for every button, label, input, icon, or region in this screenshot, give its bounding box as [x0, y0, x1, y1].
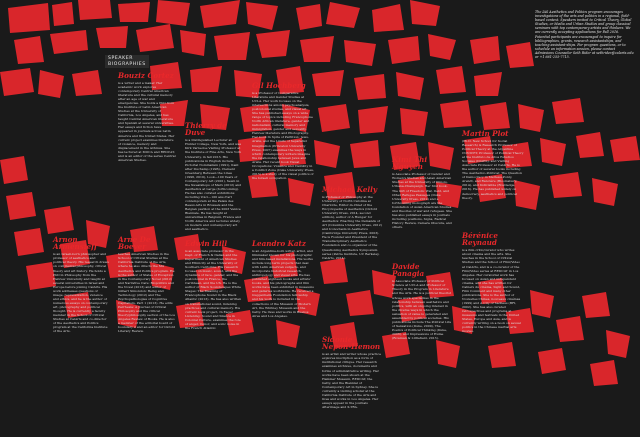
bio-text: is a Distinguished Lecturer at Hunter College, New York, and was Kirk Varnedoe Visiting Professor at the Institute of Fine Arts, New York University, in fall 2013. His publications in English include Pictorial Nominalism (1991), Kant after Duchamp (1996), Clement Greenberg Between the Lines (1996, 2010), Look—100 Years of Contemporary Art (2001), Sewn in the Sweatshops of Marx (2012) and Aesthetics at Large (forthcoming). He has also curated exhibitions including Voici—100 ans d'art contemporain at the Palais des Beaux-Arts in Brussels and the Belgian pavilion at the 2003 Venice Biennale. He has taught at universities in Belgium, France and North America and lectures widely on modern and contemporary art and aesthetics.	[185, 138, 242, 232]
bio-name: Arne De Boever	[118, 235, 151, 252]
speaker-biographies-tag	[105, 55, 149, 68]
bio-block	[462, 130, 524, 200]
bio-text: teaches American Studies in the School of Critical Studies at the California Institute of the Arts, where he also directs the MA Aesthetics and Politics program. He is the author of States of Exception in the Contemporary Novel (2012) and Narrative Care: Biopolitics and the Novel (2013) and editor of Gilbert Simondon: Being and Technology (2012) and The Psychopathologies of Cognitive Capitalism, Part 1 (2013). He edits Parrhesia: A Journal of Critical Philosophy and the critical theory/philosophy section of the Los Angeles Review of Books. He is also a member of the editorial board of boundary 2 and an editor for Oxford Literary Review.	[118, 252, 176, 334]
tag-line-2: BIOGRAPHIES	[108, 61, 146, 67]
bio-block	[118, 236, 176, 333]
bio-name: Davide Panagia	[392, 262, 425, 279]
bio-text: is a writer and a maker. Her academic work explores contemporary Central American literature and the cultural memory after an age of war and emergencies. She holds a PhD from the Institute of Latin American Studies at the University of California, Los Angeles, and has taught Central American literature and Spanish at several universities. Her essays and fiction have appeared in journals across Latin America and the United States. Her current project examines literature of violence, memory and displacement in the isthmus. She has lectured at MOCA and REDCAT, and is an editor of the series Central American Studies.	[118, 80, 176, 162]
bio-text: is Professor of Philosophy at the University of North Carolina at Charlotte, Editor-in-Chief of the Encyclopedia of Aesthetics (Oxford University Press, 2014, second edition), author of A Hunger for Aesthetics: Enacting the Demands of Art (Columbia University Press, 2012) and Iconoclasm in Aesthetics (Cambridge University Press, 2003). He is Founder and President of the Transdisciplinary Aesthetics Foundation and co-organizer of the Questioning Aesthetics Symposium series (Petrie Institute, UC Berkeley, CalArts, 2014).	[322, 194, 382, 260]
bio-name: Martin Plot	[462, 129, 509, 138]
bio-text: is Associate Professor of Gender and Women's Studies and Asian American Studies at the University of Illinois, Urbana-Champaign. Her first book, The Gift of Freedom: War, Debt, and Other Refugee Passages (Duke University Press, 2012) and a forthcoming monograph are the foundation of Asian American Studies and theories of war and refugees. She has also published essays in journals including positions, Signs, Radical History Review, Camera Obscura, and others.	[392, 172, 452, 229]
bio-name: Michael Kelly	[322, 185, 378, 194]
bio-block	[53, 236, 109, 333]
bio-block	[462, 232, 524, 333]
bio-name: Edwin Hill	[185, 239, 228, 248]
bio-block	[185, 240, 243, 330]
bio-text: is a film critic/curator who writes about cinema and the arts. She teaches in the School of Critical Studies and the School of Film/Video at CalArts, and is a co-curator of the Film/Video series at REDCAT in Los Angeles. Her curatorial work has focused on Asian and independent cinema, and she has written for Cahiers du cinéma, Sight and Sound, Film Comment and many other publications. She is the author of Nouvelles Chines, nouveaux cinémas (1999) and A City of Sadness (BFI, 2002). She has also curated retrospectives and programs at museums and festivals in the United States, Europe and Asia, and is currently writing on a book on sexual politics in the Chinese martial arts movies.	[462, 248, 521, 334]
bio-name: Bouziz Cortez	[118, 71, 174, 80]
tag-line-1: SPEAKER	[108, 56, 134, 61]
bio-text: is Associate Professor of Political Science at UCLA and Professor of Theory in the Program in Literature and the Arts. He is a political theorist whose work specializes in the relationship between aesthetics and politics, with an ongoing interest in the diverse ways in which the sensation of value is generated and assembled by political societies. His publications include The Political Life of Sensation (Duke, 2009), The Poetics of Political Thinking (Duke, 2006), and Impressions of Hume (Rowman & Littlefield, 2013).	[392, 279, 452, 340]
bio-name: Thierry de Duve	[185, 121, 227, 138]
bio-block	[322, 186, 382, 260]
bio-text: is a Professor of Comparative Literature and Gender Studies at UCLA. Her work focuses on the intersections among psychoanalysis, postcolonial studies, and visual art. She has published essays on a wide range of topics including Francophone North African literature, gender and nationalism, cultural memory and immigration, gender and sexuality, Hebrew literature and Photography. Her book In Spite of Partition: Jews, Arabs, and the Limits of Separatist Imagination (Princeton University Press, 2007) examines the ways in which contemporary writers imagine the relationship between Jews and Arabs. Her recent book Visual Occupations: Violence and Visibility in a Conflict Zone (Duke University Press, 2015) is a study of the visual politics of the Israeli occupation.	[252, 90, 314, 180]
bio-block	[185, 122, 243, 231]
bio-name: Arnon Armensieff	[53, 235, 98, 252]
bio-text: is an associate professor in the Dept. of French & Italian and the Department of American Studies and Ethnicity at the University of Southern California. His research focuses on music, sound, and the dynamics of race, gender, and the postcolonial in France, the Caribbean, and the US. He is the author of Black Soundscapes White Stages: The Meaning of Francophone Sound in the Black Atlantic (2013). He has also written on transnational sound, listening practices and cultural memory. His current book project, In Eager Listening: Sound and Silence in Colonial Culture, examines the role of anger, rumor, and sonic noise in the French Atlantic.	[185, 248, 242, 330]
bio-name: Gil Hochberg	[252, 81, 306, 90]
bio-block	[322, 336, 382, 409]
bio-block	[252, 82, 314, 180]
bio-block	[392, 263, 452, 340]
bio-block	[118, 72, 176, 162]
bio-name: Kimi Thi Nguyen	[392, 155, 428, 172]
bio-name: Sidonie Nepon-Hemon	[322, 335, 381, 352]
bio-block	[392, 156, 452, 229]
bio-text: is an Argentine-born writer, artist, and filmmaker known for his photographic and film-based installations. His works include long-term projects that deal with Latin American subjects, and incorporate historical research, anthropology and visual arts. He has published eighteen books and artists' books, and his photographs and film works have been exhibited in museums and galleries worldwide. He received a Guggenheim Foundation fellowship and his work is included in the collections of the Museum of Modern Art, the Whitney Museum and the Getty. He lives and works in Buenos Aires and Los Angeles.	[252, 248, 314, 318]
bio-name: Leandro Katz	[252, 239, 306, 248]
bio-text: is an Israeli-born philosopher and professor of aesthetics and political theory. His research draws on continental philosophy, critical theory and art history. He holds a PhD in Philosophy from the Hebrew University and taught at several universities in Israel and Europe before joining CalArts. His work addresses questions of image, representation, violence and ethics, and he is the author of numerous essays on contemporary art, photography and political thought. He is currently a faculty member in the School of Critical Studies at CalArts and co-director of the Aesthetics and Politics program at the California Institute of the Arts.	[53, 252, 109, 334]
bio-block	[252, 240, 314, 318]
bio-text: (Ph.D. New School for Social Research) is Research Professor of Political Theory at the Argentine CONICET, Professor of Political Theory at the Instituto de Altos Estudios Sociales (IDAES), and Visiting Associate Professor at CalArts. He is the author of several books including The Aesthetico-Political: The Question of Democracy in Merleau-Ponty, Arendt, and Rancière (Bloomsbury, 2014), and Indivisible (Routledge, 2016). He has published widely on democracy, aesthetics and political theory.	[462, 138, 524, 200]
bio-name: Bérénice Reynaud	[462, 231, 498, 248]
bio-text: is an artist and writer whose practice explores inscription as a form of institutional critique. Her research examines archives, documents and forms of administrative writing. Her works have been shown at the Hammer Museum, REDCAT, the Getty, and the Biennial of Contemporary Art in Sydney. She is currently a visiting scholar at the California Institute of the Arts and lives and works in Los Angeles. Her essays appear in the journals Afterimage and X-TRA.	[322, 352, 381, 409]
program-intro: The IAS Aesthetics and Politics program encourages investigations of the arts and politics in a regional, field-based context. Speakers invited to Critical Theory, Global Studies, or Media and Urban Studies and group classical seminars with top contemporary artists and thinkers. We are currently accepting applications for Fall 2016. Potential participants are encouraged to inquire for bibliographies, grants, research assistantships, and teaching assistant-ships. For program questions, or to schedule an information session, please contact Admissions Counselor Seth Rider at sethrider@calarts.edu or +1 661-255-7715.	[535, 10, 634, 60]
